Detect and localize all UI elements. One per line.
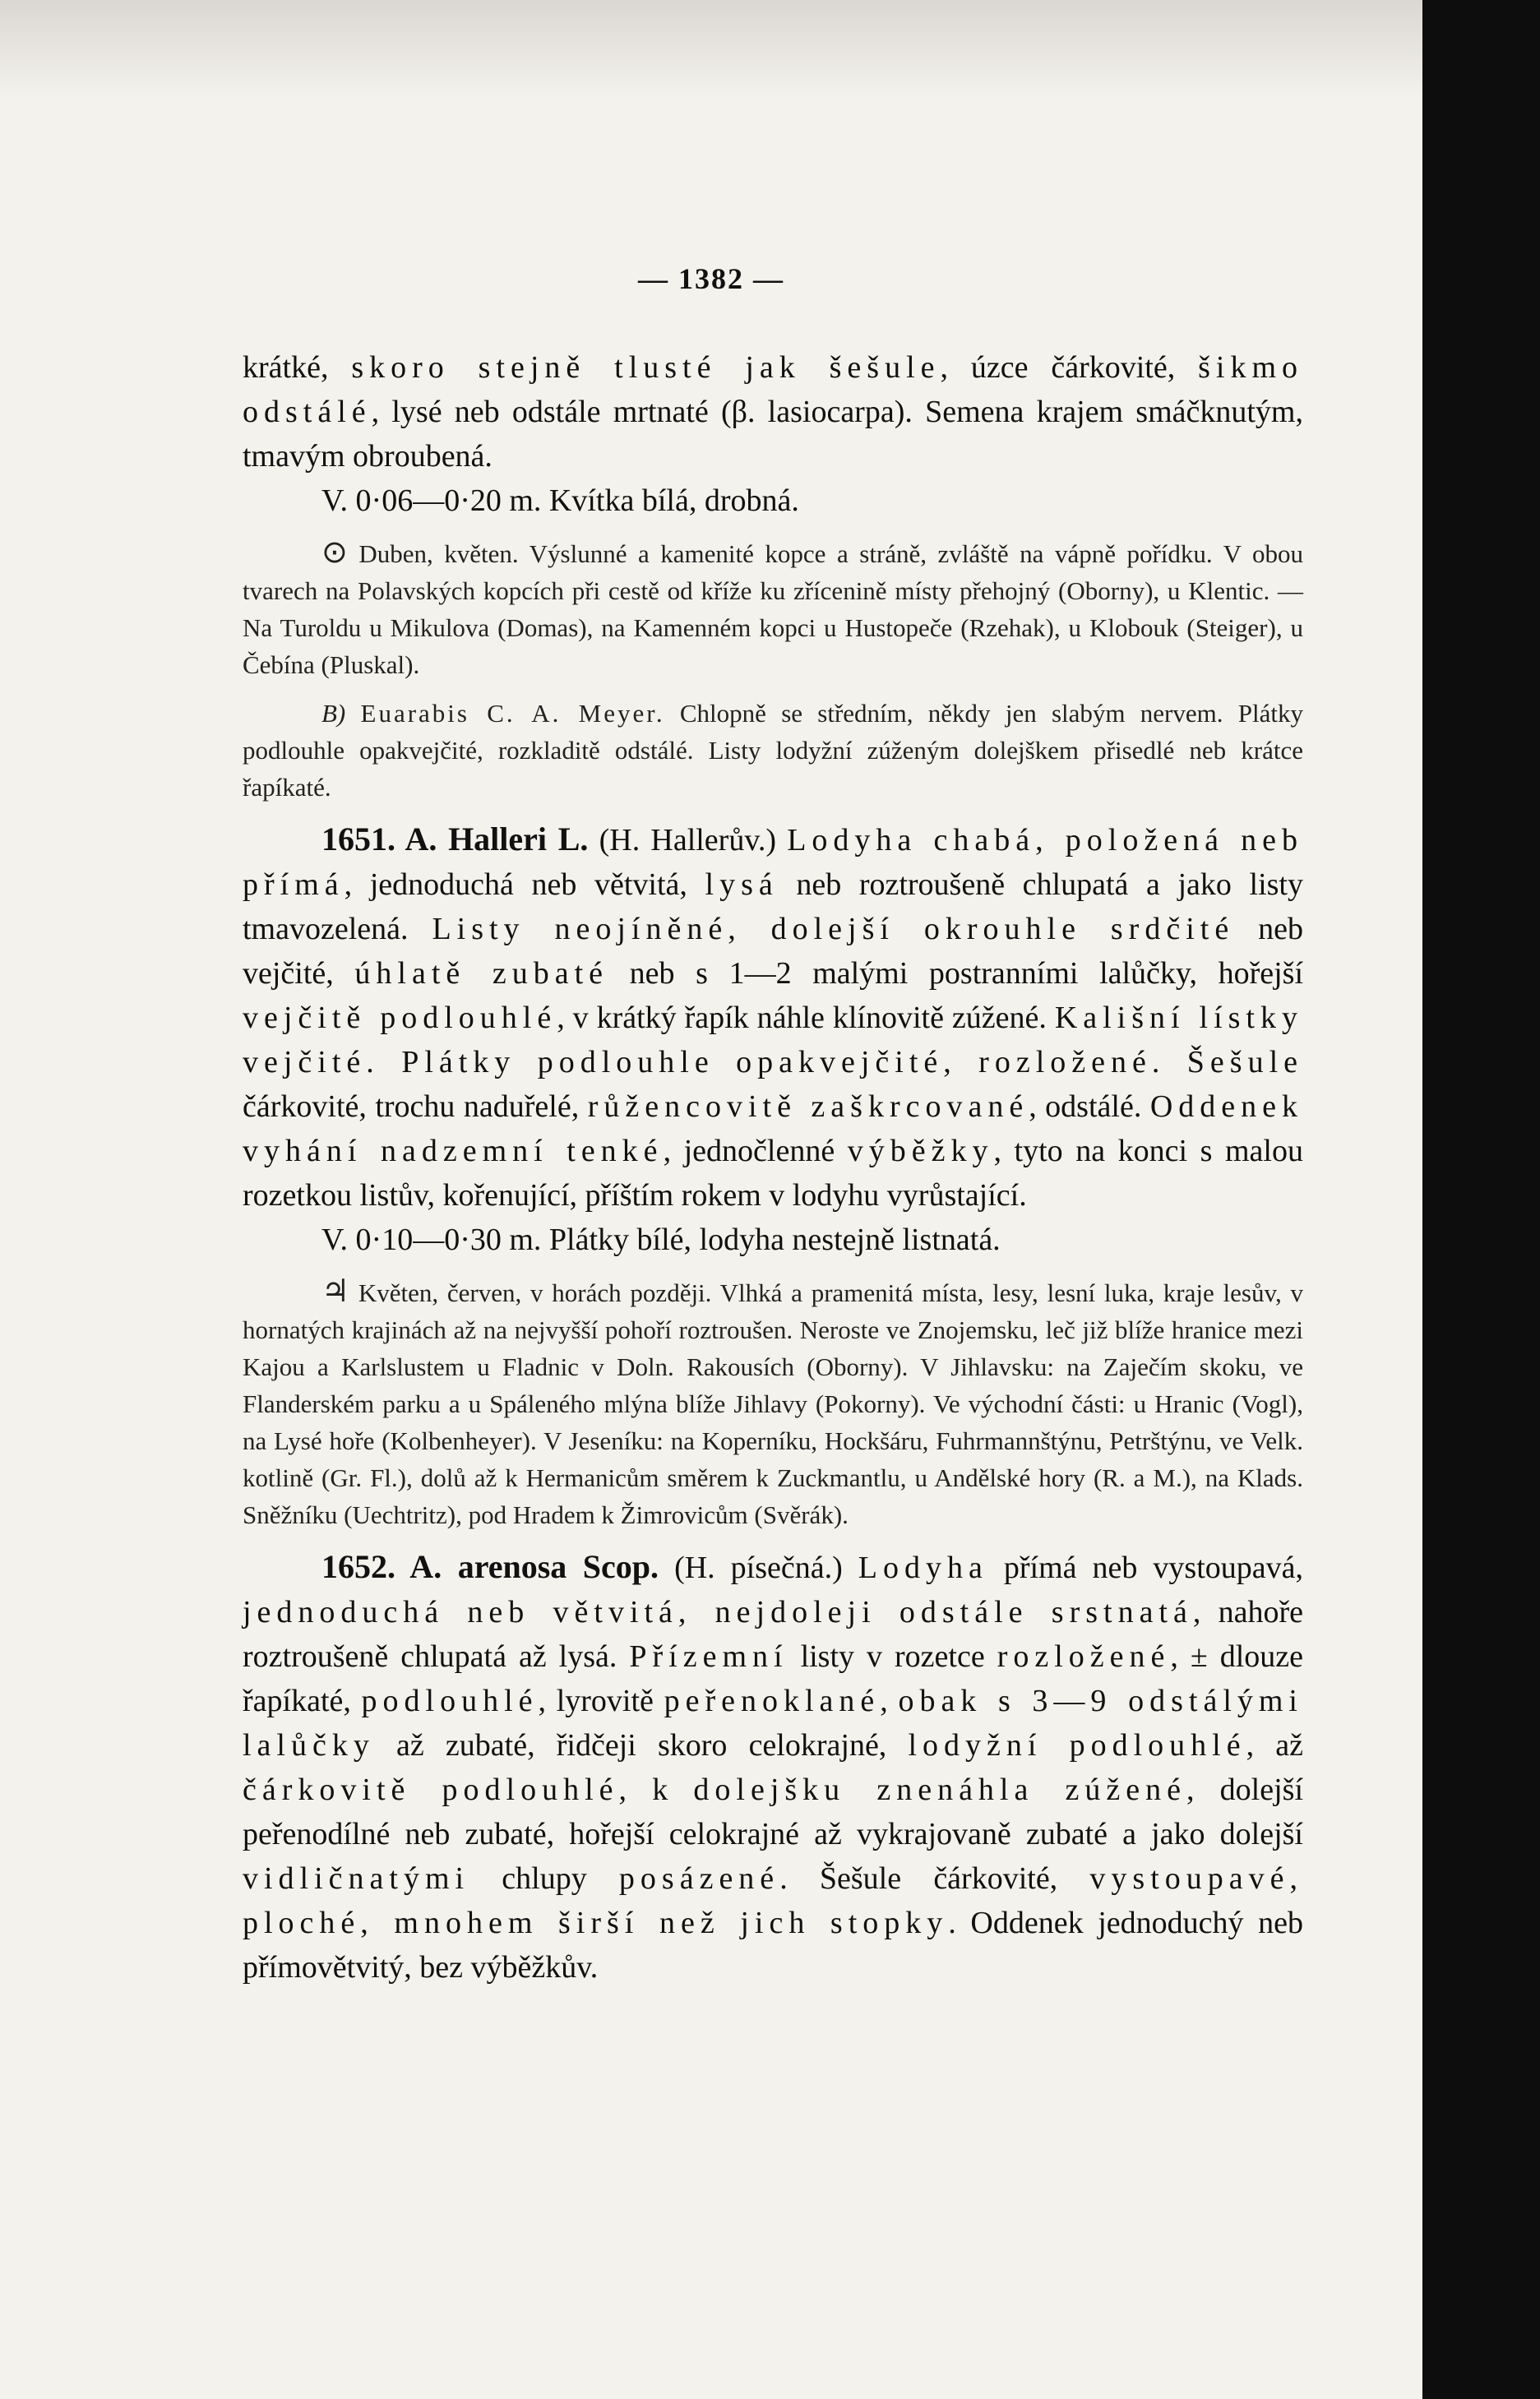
emphasis-run: lodyžní podlouhlé — [908, 1728, 1246, 1763]
emphasis-run: čárkovitě podlouhlé — [243, 1773, 619, 1807]
text-run: . Šešule čárkovité, — [779, 1861, 1090, 1896]
text-run: , v krátký řapík náhle klínovitě zúžené. — [557, 1001, 1055, 1035]
text-run: chlupy — [469, 1861, 619, 1896]
text-run: listy v rozetce — [788, 1639, 997, 1674]
text-run: krátké, — [243, 350, 352, 385]
text-run: . Oddenek jednoduchý neb přímovětvitý, bez výběžkův. — [243, 1906, 1303, 1985]
text-run: , lyrovitě — [538, 1684, 664, 1718]
emphasis-run: lysá — [705, 867, 779, 902]
text-run: čárkovité, trochu naduřelé, — [243, 1089, 588, 1124]
emphasis-run: peřenoklané — [664, 1684, 881, 1718]
paragraph-section-euarabis — [243, 695, 1303, 806]
emphasis-run: výběžky — [847, 1134, 994, 1168]
text-run: , odstálé. — [1029, 1089, 1150, 1124]
text-run: přímá neb vystoupavá, — [987, 1551, 1303, 1585]
emphasis-run: obak s 3—9 odstálými — [898, 1684, 1303, 1718]
emphasis-run: vidličnatými — [243, 1861, 470, 1896]
text-run: , lysé neb odstále mrtnaté (β. lasiocarpa). Semena krajem smáčknutým, tmavým obroubená. — [243, 395, 1303, 474]
emphasis-run: Listy neojíněné, dolejší okrouhle srdčité — [432, 912, 1235, 946]
paragraph-size: V. 0·06—0·20 m. Kvítka bílá, drobná. — [321, 483, 799, 518]
emphasis-run: jednoduchá neb větvitá, nejdoleji odstále srstnatá — [243, 1595, 1193, 1629]
emphasis-run: vejčitě podlouhlé — [243, 1001, 557, 1035]
text-run: , tyto na konci s malou rozetkou listův, kořenující, příštím rokem v lodyhu vyrůstající. — [243, 1134, 1303, 1213]
emphasis-run: Přízemní — [629, 1639, 788, 1674]
text-run: Květen, červen, v horách později. Vlhká a pramenitá místa, lesy, lesní luka, kraje lesův, v hornatých krajinách až na nejvyšší pohoří roztroušen. Neroste ve Znojemsku, leč již blíže hranice mezi Kajou a Karlslustem u Fladnic v Doln. Rakousích (Oborny). V Jihlavsku: na Zaječím skoku, ve Flanderském parku a u Spáleného mlýna blíže Jihlavy (Pokorny). Ve východní části: u Hranic (Vogl), na Lysé hoře (Kolbenheyer). V Jeseníku: na Koperníku, Hockšáru, Fuhrmannštýnu, Petrštýnu, ve Velk. kotlině (Gr. Fl.), dolů až k Hermanicům směrem k Zuckmantlu, u Andělské hory (R. a M.), na Klads. Sněžníku (Uechtritz), pod Hradem k Žimrovicům (Svěrák). — [243, 1278, 1303, 1529]
emphasis-run: růžencovitě zaškrcované — [587, 1089, 1029, 1124]
emphasis-run: posázené — [618, 1861, 780, 1896]
text-run: , — [880, 1684, 899, 1718]
species-heading: 1652. A. arenosa Scop. — [321, 1548, 659, 1585]
paragraph-habitat — [243, 534, 1303, 683]
emphasis-run: úhlatě zubaté — [354, 956, 609, 991]
page-number: — 1382 — — [638, 262, 784, 295]
section-name: Euarabis C. A. Meyer. — [360, 699, 665, 728]
text-run: , ± dlouze řapíkaté, — [243, 1639, 1303, 1718]
text-run: , jednoduchá neb větvitá, — [344, 867, 705, 902]
perennial-symbol-icon: ♃ — [321, 1274, 350, 1309]
emphasis-run: Kališní lístky vejčité. Plátky podlouhle opakvejčité, rozložené. Šešule — [243, 1001, 1303, 1079]
emphasis-run: šikmo odstálé — [243, 350, 1304, 429]
emphasis-run: rozložené — [997, 1639, 1171, 1674]
text-run: , dolejší peřenodílné neb zubaté, hořejší celokrajné až vykrajovaně zubaté a jako dolejší — [243, 1773, 1304, 1851]
text-run: , jednočlenné — [663, 1134, 848, 1168]
emphasis-run: dolejšku znenáhla zúžené — [693, 1773, 1186, 1807]
paragraph-fruit-description — [243, 345, 1303, 478]
emphasis-run: podlouhlé — [361, 1684, 539, 1718]
section-label: B) — [321, 699, 361, 728]
emphasis-run: lalůčky — [243, 1728, 375, 1763]
text-run: neb s 1—2 malými postranními lalůčky, hořejší — [608, 956, 1304, 991]
paragraph-size-1651: V. 0·10—0·30 m. Plátky bílé, lodyha nestejně listnatá. — [321, 1223, 1001, 1257]
text-run: neb vejčité, — [243, 912, 1303, 991]
paragraph-species-1652 — [243, 1545, 1303, 1990]
text-run: (H. písečná.) — [659, 1551, 858, 1585]
paragraph-species-1651 — [243, 817, 1303, 1218]
emphasis-run: Oddenek vyhání nadzemní tenké — [243, 1089, 1303, 1168]
text-body — [243, 345, 1303, 1990]
emphasis-run: Lodyha chabá, položená neb přímá — [243, 823, 1303, 902]
text-run: (H. Hallerův.) — [588, 823, 788, 857]
text-run: Chlopně se středním, někdy jen slabým nervem. Plátky podlouhle opakvejčité, rozkladitě odstálé. Listy lodyžní zúženým dolejškem přisedlé neb krátce řapíkaté. — [243, 699, 1303, 802]
emphasis-run: skoro stejně tlusté jak šešule — [351, 350, 941, 385]
text-run: , k — [618, 1773, 694, 1807]
species-heading: 1651. A. Halleri L. — [321, 820, 589, 857]
text-run: , až — [1246, 1728, 1304, 1763]
text-run: neb roztroušeně chlupatá a jako listy tmavozelená. — [243, 867, 1303, 946]
text-run: Duben, květen. Výslunné a kamenité kopce a stráně, zvláště na vápně pořídku. V obou tvarech na Polavských kopcích při cestě od kříže ku zřícenině místy přehojný (Oborny), u Klentic. — Na Turoldu u Mikulova (Domas), na Kamenném kopci u Hustopeče (Rzehak), u Klobouk (Steiger), u Čebína (Pluskal). — [243, 539, 1303, 679]
paragraph-distribution-1651 — [243, 1273, 1303, 1533]
text-run: až zubaté, řidčeji skoro celokrajné, — [374, 1728, 909, 1763]
annual-symbol-icon: ⊙ — [321, 535, 348, 570]
text-run: , úzce čárkovité, — [940, 350, 1199, 385]
emphasis-run: Lodyha — [858, 1551, 988, 1585]
emphasis-run: vystoupavé, ploché, mnohem širší než jich stopky — [243, 1861, 1303, 1940]
text-run: , nahoře roztroušeně chlupatá až lysá. — [243, 1595, 1303, 1674]
